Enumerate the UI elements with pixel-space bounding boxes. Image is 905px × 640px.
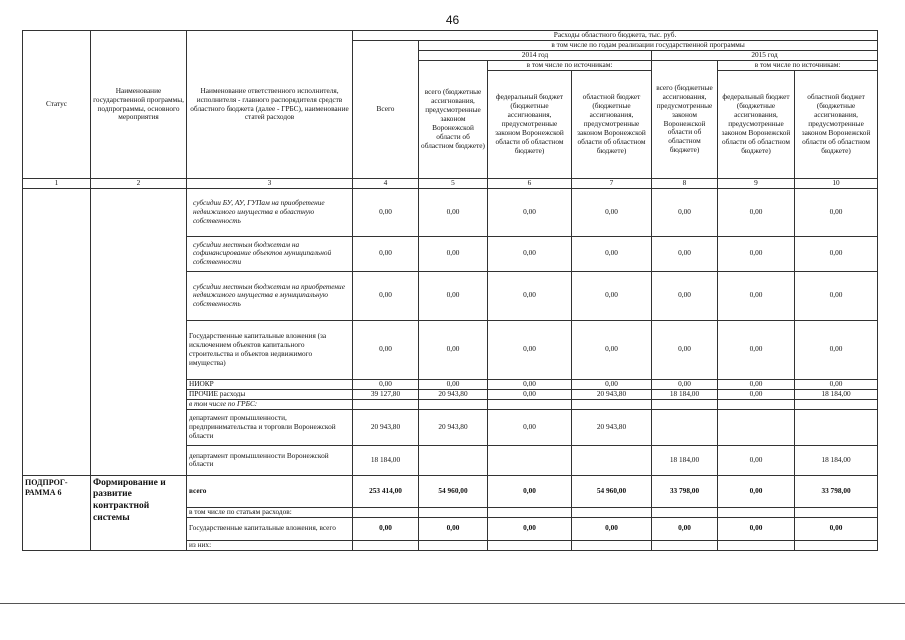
col-number: 9 (718, 179, 795, 189)
header-2014-all: всего (бюджетные ассигнования, предусмотренные законом Воронежской области об областном бюджете) (419, 61, 488, 179)
header-status: Статус (23, 31, 91, 179)
row-label: ПРОЧИЕ расходы (187, 389, 353, 399)
value-cell: 0,00 (488, 409, 572, 445)
value-cell: 54 960,00 (572, 475, 652, 507)
value-cell: 0,00 (419, 379, 488, 389)
value-cell: 0,00 (718, 271, 795, 320)
value-cell: 0,00 (488, 236, 572, 271)
subprogram-name: Формирование и развитие контрактной системы (91, 475, 187, 550)
row-label: Государственные капитальные вложения (за исключением объектов капитального строительства и объектов недвижимого имущества) (187, 320, 353, 379)
row-label: субсидии БУ, АУ, ГУПам на приобретение недвижимого имущества в областную собственность (187, 188, 353, 236)
value-cell (572, 507, 652, 517)
value-cell: 0,00 (652, 236, 718, 271)
header-expenses: Расходы областного бюджета, тыс. руб. (353, 31, 878, 41)
value-cell: 20 943,80 (353, 409, 419, 445)
value-cell: 0,00 (718, 517, 795, 540)
value-cell (652, 399, 718, 409)
value-cell: 0,00 (419, 271, 488, 320)
value-cell: 0,00 (353, 320, 419, 379)
row-label: департамент промышленности, предпринимательства и торговли Воронежской области (187, 409, 353, 445)
value-cell: 0,00 (419, 517, 488, 540)
row-label: из них: (187, 540, 353, 550)
value-cell: 0,00 (488, 389, 572, 399)
value-cell: 0,00 (572, 517, 652, 540)
value-cell: 0,00 (652, 320, 718, 379)
value-cell: 0,00 (353, 236, 419, 271)
header-2015-sources: в том числе по источникам: (718, 61, 878, 71)
value-cell: 0,00 (488, 320, 572, 379)
col-number: 10 (795, 179, 878, 189)
value-cell (718, 540, 795, 550)
header-2015-federal: федеральный бюджет (бюджетные ассигнования, предусмотренные законом Воронежской области об областном бюджете) (718, 71, 795, 179)
value-cell: 0,00 (652, 188, 718, 236)
value-cell: 0,00 (488, 188, 572, 236)
value-cell: 33 798,00 (795, 475, 878, 507)
value-cell: 0,00 (795, 320, 878, 379)
spacer-cell (187, 550, 878, 551)
col-number: 7 (572, 179, 652, 189)
value-cell: 0,00 (652, 379, 718, 389)
value-cell: 20 943,80 (572, 389, 652, 399)
value-cell: 0,00 (572, 271, 652, 320)
value-cell: 0,00 (353, 271, 419, 320)
header-executor: Наименование ответственного исполнителя, исполнителя - главного распорядителя средств областного бюджета (далее - ГРБС), наименование статей расходов (187, 31, 353, 179)
value-cell (488, 399, 572, 409)
value-cell (795, 409, 878, 445)
value-cell: 0,00 (652, 271, 718, 320)
value-cell: 0,00 (488, 271, 572, 320)
value-cell (353, 507, 419, 517)
value-cell (419, 445, 488, 475)
value-cell: 0,00 (718, 379, 795, 389)
value-cell: 0,00 (572, 379, 652, 389)
value-cell: 0,00 (419, 188, 488, 236)
value-cell: 18 184,00 (652, 389, 718, 399)
col-number: 5 (419, 179, 488, 189)
value-cell (572, 399, 652, 409)
header-by-years: в том числе по годам реализации государственной программы (419, 41, 878, 51)
value-cell: 20 943,80 (572, 409, 652, 445)
value-cell: 0,00 (572, 236, 652, 271)
subprogram-row (23, 475, 878, 507)
budget-table (22, 30, 878, 551)
value-cell: 253 414,00 (353, 475, 419, 507)
value-cell: 20 943,80 (419, 389, 488, 399)
value-cell (795, 540, 878, 550)
value-cell (419, 399, 488, 409)
value-cell: 0,00 (353, 379, 419, 389)
value-cell: 18 184,00 (795, 389, 878, 399)
value-cell: 0,00 (795, 236, 878, 271)
value-cell (572, 540, 652, 550)
row-label: субсидии местным бюджетам на софинансирование объектов муниципальной собственности (187, 236, 353, 271)
value-cell (353, 540, 419, 550)
page-bottom-divider (0, 603, 905, 604)
row-label: в том числе по статьям расходов: (187, 507, 353, 517)
value-cell: 0,00 (795, 517, 878, 540)
col-number: 3 (187, 179, 353, 189)
value-cell (488, 540, 572, 550)
value-cell: 0,00 (718, 320, 795, 379)
value-cell: 0,00 (419, 236, 488, 271)
value-cell: 18 184,00 (353, 445, 419, 475)
row-label: департамент промышленности Воронежской области (187, 445, 353, 475)
header-2014-federal: федеральный бюджет (бюджетные ассигнования, предусмотренные законом Воронежской области об областном бюджете) (488, 71, 572, 179)
value-cell (488, 507, 572, 517)
page-number: 46 (445, 13, 460, 27)
value-cell: 0,00 (718, 389, 795, 399)
value-cell: 0,00 (353, 517, 419, 540)
value-cell (353, 399, 419, 409)
value-cell (488, 445, 572, 475)
value-cell (419, 540, 488, 550)
value-cell: 18 184,00 (652, 445, 718, 475)
col-number: 8 (652, 179, 718, 189)
subprogram-status: ПОДПРОГ-РАММА 6 (23, 475, 91, 550)
value-cell: 54 960,00 (419, 475, 488, 507)
col-number: 6 (488, 179, 572, 189)
value-cell (718, 409, 795, 445)
row-label: субсидии местным бюджетам на приобретение недвижимого имущества в муниципальную собственность (187, 271, 353, 320)
row-label: в том числе по ГРБС: (187, 399, 353, 409)
row-label: НИОКР (187, 379, 353, 389)
value-cell (652, 507, 718, 517)
value-cell: 0,00 (795, 271, 878, 320)
value-cell (795, 399, 878, 409)
value-cell: 0,00 (572, 188, 652, 236)
value-cell (419, 507, 488, 517)
table-row (23, 188, 878, 236)
value-cell: 33 798,00 (652, 475, 718, 507)
value-cell: 18 184,00 (795, 445, 878, 475)
header-program-name: Наименование государственной программы, подпрограммы, основного мероприятия (91, 31, 187, 179)
value-cell (572, 445, 652, 475)
value-cell: 0,00 (718, 475, 795, 507)
value-cell: 0,00 (795, 379, 878, 389)
value-cell: 0,00 (572, 320, 652, 379)
value-cell: 39 127,80 (353, 389, 419, 399)
value-cell: 0,00 (718, 445, 795, 475)
value-cell (795, 507, 878, 517)
header-year-2015: 2015 год (652, 51, 878, 61)
value-cell: 0,00 (652, 517, 718, 540)
header-2015-regional: областной бюджет (бюджетные ассигнования, предусмотренные законом Воронежской области об областном бюджете) (795, 71, 878, 179)
value-cell: 0,00 (353, 188, 419, 236)
value-cell (718, 507, 795, 517)
header-total: Всего (353, 41, 419, 179)
header-year-2014: 2014 год (419, 51, 652, 61)
value-cell (652, 409, 718, 445)
value-cell (718, 399, 795, 409)
value-cell: 0,00 (488, 517, 572, 540)
header-2015-all: всего (бюджетные ассигнования, предусмотренные законом Воронежской области об областном бюджете) (652, 61, 718, 179)
value-cell: 0,00 (718, 236, 795, 271)
subprogram-total-label: всего (187, 475, 353, 507)
header-2014-sources: в том числе по источникам: (488, 61, 652, 71)
value-cell: 0,00 (488, 379, 572, 389)
header-2014-regional: областной бюджет (бюджетные ассигнования, предусмотренные законом Воронежской области об областном бюджете) (572, 71, 652, 179)
value-cell: 0,00 (718, 188, 795, 236)
status-cell-empty (23, 188, 91, 475)
col-number: 2 (91, 179, 187, 189)
value-cell: 0,00 (419, 320, 488, 379)
col-number: 4 (353, 179, 419, 189)
program-cell-empty (91, 188, 187, 475)
row-label: Государственные капитальные вложения, всего (187, 517, 353, 540)
value-cell: 0,00 (488, 475, 572, 507)
value-cell (652, 540, 718, 550)
value-cell: 0,00 (795, 188, 878, 236)
col-number: 1 (23, 179, 91, 189)
value-cell: 20 943,80 (419, 409, 488, 445)
